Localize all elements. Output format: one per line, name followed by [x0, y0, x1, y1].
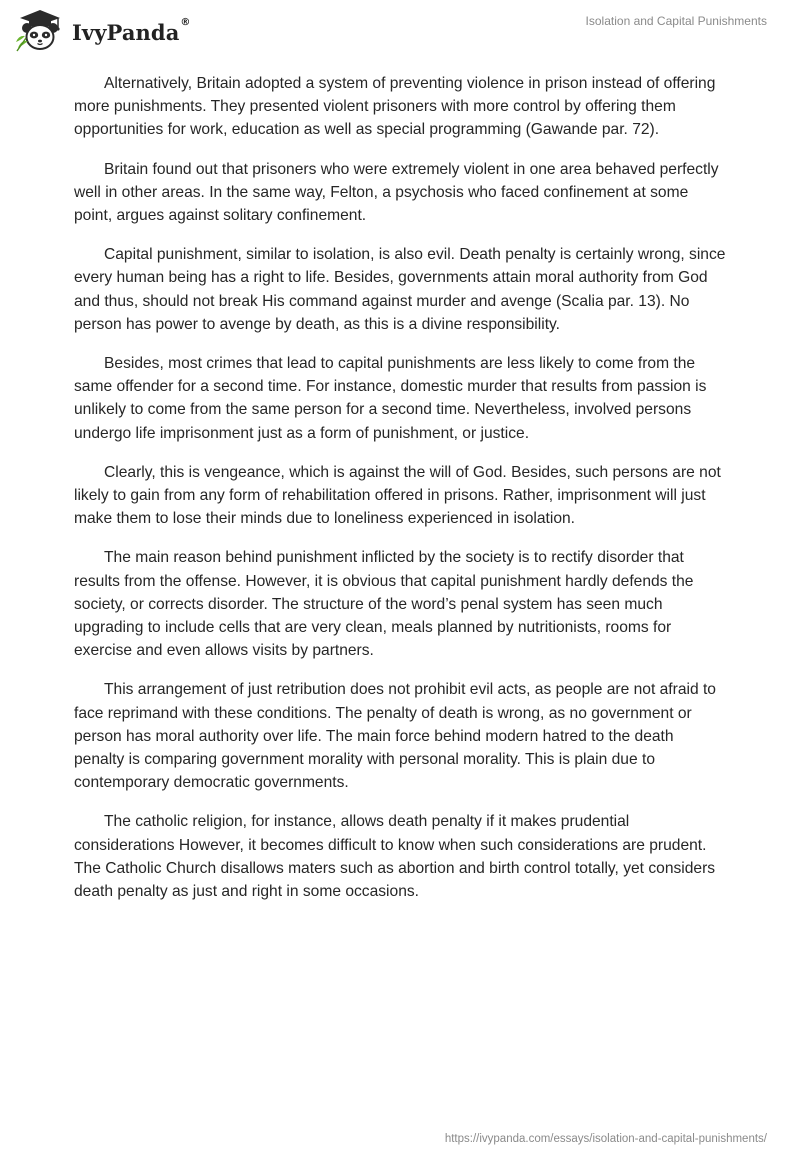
brand-name: [72, 16, 191, 45]
panda-graduate-icon: [14, 8, 66, 52]
paragraph: The catholic religion, for instance, allows death penalty if it makes prudential considerations However, it becomes difficult to know when such considerations are prudent. The Catholic Church disallows maters such as abortion and birth control totally, yet considers death penalty as just and right in some occasions.: [74, 813, 716, 901]
paragraph: Capital punishment, similar to isolation, is also evil. Death penalty is certainly wrong, since every human being has a right to life. Besides, governments attain moral authority from God and thus, should not break His command against murder and avenge (Scalia par. 13). No person has power to avenge by death, as this is a divine responsibility.: [74, 246, 726, 333]
paragraph: This arrangement of just retribution does not prohibit evil acts, as people are not afraid to face reprimand with these conditions. The penalty of death is wrong, as no government or person has moral authority over life. The main force behind modern hatred to the death penalty is comparing government morality with personal morality. This is plain due to contemporary democratic governments.: [74, 681, 716, 792]
paragraph: Britain found out that prisoners who were extremely violent in one area behaved perfectly well in other areas. In the same way, Felton, a psychosis who faced confinement at some point, argues against solitary confinement.: [74, 160, 719, 225]
ivypanda-logo[interactable]: [14, 8, 191, 52]
registered-mark: ®: [180, 16, 191, 28]
essay-body: [74, 72, 726, 919]
paragraph: Alternatively, Britain adopted a system of preventing violence in prison instead of offering more punishments. They presented violent prisoners with more control by offering them opportunities for work, education as well as special programming (Gawande par. 72).: [74, 75, 716, 139]
paragraph: Clearly, this is vengeance, which is against the will of God. Besides, such persons are not likely to gain from any form of rehabilitation offered in prisons. Rather, imprisonment will just make them to lose their minds due to loneliness experienced in isolation.: [74, 463, 721, 528]
page-header: [0, 0, 800, 62]
paragraph: Besides, most crimes that lead to capital punishments are less likely to come from the same offender for a second time. For instance, domestic murder that results from passion is unlikely to come from the same person for a second time. Nevertheless, involved persons undergo life imprisonment just as a form of punishment, or justice.: [74, 355, 707, 442]
document-title: Isolation and Capital Punishments: [585, 14, 767, 28]
source-url-link[interactable]: https://ivypanda.com/essays/isolation-and-capital-punishments/: [444, 1133, 767, 1145]
paragraph: The main reason behind punishment inflicted by the society is to rectify disorder that results from the offense. However, it is obvious that capital punishment hardly defends the society, or corrects disorder. The structure of the word’s penal system has seen much upgrading to include cells that are very clean, meals planned by nutritionists, rooms for exercise and even allows visits by partners.: [74, 549, 694, 660]
brand-name-text: IvyPanda: [72, 19, 180, 45]
